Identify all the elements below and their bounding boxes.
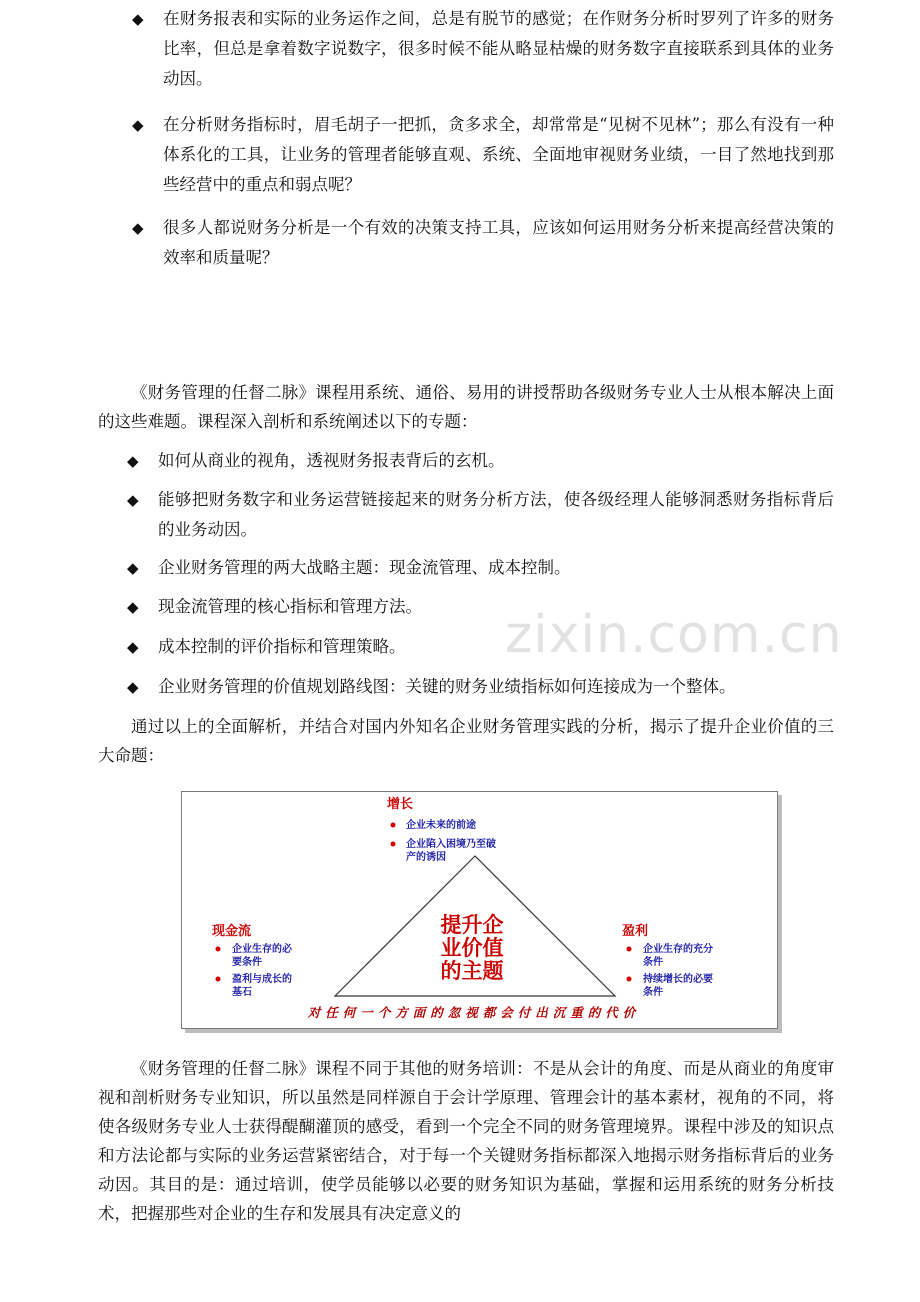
intro-bullet-text: 在分析财务指标时，眉毛胡子一把抓，贪多求全，却常常是“见树不见林”；那么有没有一种体系化的工具，让业务的管理者能够直观、系统、全面地审视财务业绩，一目了然地找到那些经营中的重点和弱点呢？ (163, 115, 834, 194)
topic-bullet (127, 485, 834, 545)
left-item: 基石 (232, 987, 252, 998)
left-item: 企业生存的必 (232, 944, 292, 955)
intro-bullet (132, 110, 834, 200)
right-bullet-icon (627, 977, 632, 982)
right-item: 条件 (643, 957, 663, 968)
diamond-bullet-icon: ◆ (132, 10, 144, 28)
diamond-bullet-icon: ◆ (127, 638, 139, 656)
diagram-canvas (182, 792, 777, 1028)
diamond-bullet-icon: ◆ (127, 491, 139, 509)
left-title: 现金流 (212, 924, 252, 939)
diamond-bullet-icon: ◆ (127, 452, 139, 470)
right-title: 盈利 (622, 924, 649, 939)
center-line: 业价值 (440, 936, 504, 960)
value-theme-diagram (181, 791, 778, 1029)
closing-paragraph: 《财务管理的任督二脉》课程不同于其他的财务培训：不是从会计的角度、而是从商业的角度审视和剖析财务专业知识，所以虽然是同样源自于会计学原理、管理会计的基本素材，视角的不同，将使各级财务专业人士获得醍醐灌顶的感受，看到一个完全不同的财务管理境界。课程中涉及的知识点和方法论都与实际的业务运营紧密结合，对于每一个关键财务指标都深入地揭示财务指标背后的业务动因。其目的是：通过培训，使学员能够以必要的财务知识为基础，掌握和运用系统的财务分析技术，把握那些对企业的生存和发展具有决定意义的 (98, 1059, 834, 1223)
course-intro-paragraph: 《财务管理的任督二脉》课程用系统、通俗、易用的讲授帮助各级财务专业人士从根本解决上面的这些难题。课程深入剖析和系统阐述以下的专题： (98, 383, 834, 431)
top-title: 增长 (387, 797, 414, 812)
diamond-bullet-icon: ◆ (132, 219, 144, 237)
summary-paragraph: 通过以上的全面解析，并结合对国内外知名企业财务管理实践的分析，揭示了提升企业价值的三大命题： (98, 717, 834, 765)
diamond-bullet-icon: ◆ (132, 116, 144, 134)
center-line: 提升企 (440, 913, 504, 937)
top-bullet-icon (391, 823, 396, 828)
right-bullet-icon (627, 947, 632, 952)
intro-bullet-text: 很多人都说财务分析是一个有效的决策支持工具，应该如何运用财务分析来提高经营决策的效率和质量呢？ (163, 218, 834, 267)
topic-bullet-text: 现金流管理的核心指标和管理方法。 (158, 597, 422, 616)
right-item: 企业生存的充分 (643, 944, 713, 955)
left-item: 要条件 (232, 957, 262, 968)
topic-bullet (127, 553, 834, 583)
topic-bullet-text: 如何从商业的视角，透视财务报表背后的玄机。 (158, 451, 505, 470)
left-item: 盈利与成长的 (232, 974, 292, 985)
intro-bullet (132, 4, 834, 94)
watermark: zixin.com.cn (505, 605, 843, 665)
intro-bullet (132, 213, 834, 273)
top-item: 企业未来的前途 (406, 820, 476, 831)
top-item: 企业陷入困境乃至破 (406, 839, 496, 850)
topic-bullet (127, 672, 834, 702)
bottom-caption: 对任何一个方面的忽视都会付出沉重的代价 (307, 1005, 641, 1020)
top-bullet-icon (391, 842, 396, 847)
diamond-bullet-icon: ◆ (127, 598, 139, 616)
center-line: 的主题 (440, 959, 504, 983)
left-bullet-icon (216, 947, 221, 952)
topic-bullet (127, 446, 834, 476)
top-item: 产的诱因 (406, 852, 446, 863)
topic-bullet-text: 能够把财务数字和业务运营链接起来的财务分析方法，使各级经理人能够洞悉财务指标背后的业务动因。 (158, 490, 834, 539)
intro-bullet-text: 在财务报表和实际的业务运作之间，总是有脱节的感觉；在作财务分析时罗列了许多的财务比率，但总是拿着数字说数字，很多时候不能从略显枯燥的财务数字直接联系到具体的业务动因。 (163, 9, 834, 88)
left-bullet-icon (216, 977, 221, 982)
right-item: 条件 (643, 987, 663, 998)
right-item: 持续增长的必要 (643, 974, 713, 985)
topic-bullet-text: 企业财务管理的价值规划路线图：关键的财务业绩指标如何连接成为一个整体。 (158, 677, 736, 696)
topic-bullet-text: 成本控制的评价指标和管理策略。 (158, 637, 406, 656)
diamond-bullet-icon: ◆ (127, 559, 139, 577)
diamond-bullet-icon: ◆ (127, 678, 139, 696)
topic-bullet-text: 企业财务管理的两大战略主题：现金流管理、成本控制。 (158, 558, 571, 577)
